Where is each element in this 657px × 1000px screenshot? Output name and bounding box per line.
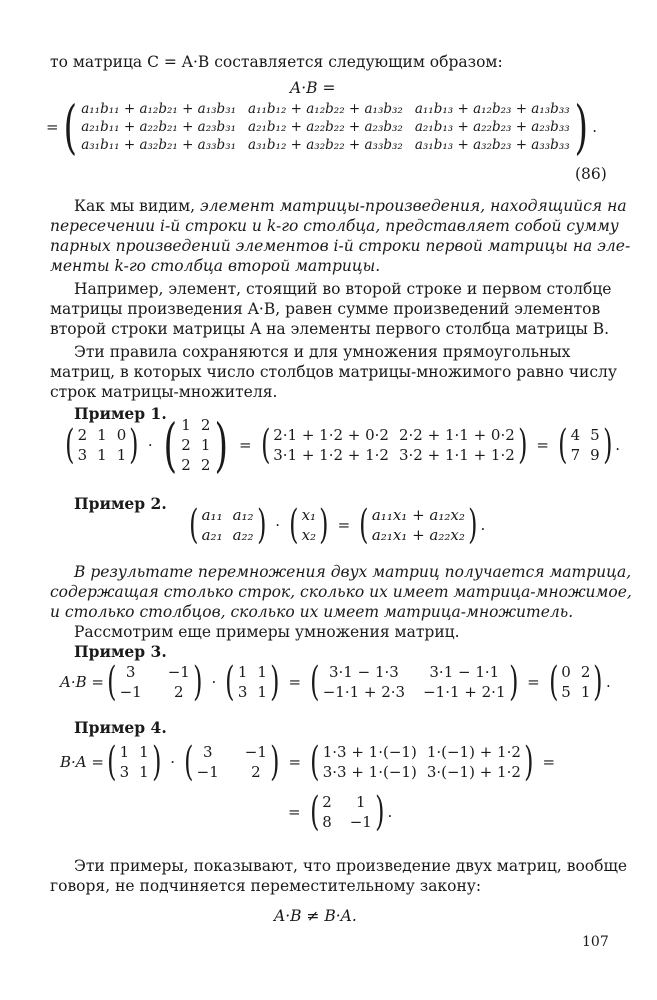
ex4-m2-cell: −1 <box>244 743 267 761</box>
ex3-m2-cell: 1 <box>257 683 267 701</box>
product-matrix-cell: a₂₁b₁₂ + a₂₂b₂₂ + a₂₃b₃₂ <box>248 119 403 135</box>
ex1-m2-cell: 2 <box>200 456 211 474</box>
ex2-m3-cell: a₁₁x₁ + a₁₂x₂ <box>371 506 465 524</box>
ex3-m1-grid <box>120 663 190 701</box>
ex4-m1-grid <box>120 743 149 781</box>
p2-line1: Например, элемент, стоящий во второй строке и первом столбце <box>74 280 612 298</box>
ex2-m3-cell: a₂₁x₁ + a₂₂x₂ <box>371 526 465 544</box>
equation-number: (86) <box>575 165 607 183</box>
ex4-m4-cell: 8 <box>322 813 332 831</box>
p6-line1: Эти примеры, показывают, что произведение двух матриц, вообще <box>74 857 628 875</box>
ex2-m1-cell: a₂₁ <box>201 526 223 544</box>
ex1-m3-cell: 3·1 + 1·2 + 1·2 <box>273 446 389 464</box>
product-matrix-cell: a₁₁b₁₁ + a₁₂b₂₁ + a₁₃b₃₁ <box>81 101 237 117</box>
ex4-m4-cell: 1 <box>356 793 366 811</box>
ex4-m3-cell: 1·(−1) + 1·2 <box>426 743 521 761</box>
ex4-m2-grid <box>197 743 267 781</box>
product-matrix-cell: a₁₁b₁₂ + a₁₂b₂₂ + a₁₃b₃₂ <box>248 101 403 117</box>
ex3-m4-cell: 2 <box>580 663 591 681</box>
ex1-m2-cell: 2 <box>200 416 211 434</box>
ex1-m1-cell: 1 <box>97 426 107 444</box>
ex1-m1-cell: 3 <box>77 446 88 464</box>
ex3-m4-cell: 1 <box>580 683 591 701</box>
ex4-m3-cell: 3·(−1) + 1·2 <box>426 763 521 781</box>
ex4-m1-cell: 1 <box>139 763 149 781</box>
ex3-m4-grid <box>561 663 590 701</box>
example1-label: Пример 1. <box>74 404 167 423</box>
p4-line1: В результате перемножения двух матриц получается матрица, <box>74 563 632 581</box>
ex3-matrix4: ( 0 2 5 1 ) <box>548 659 603 705</box>
p4-line3: и столько столбцов, сколько их имеет матрица-множитель. <box>50 603 574 621</box>
ex4-m1-cell: 1 <box>119 743 130 761</box>
ex2-matrix1: ( a₁₁ a₁₂ a₂₁ a₂₂ ) <box>189 502 267 548</box>
ex3-m3-cell: −1·1 + 2·3 <box>322 683 406 701</box>
ex1-m1-cell: 0 <box>116 426 127 444</box>
ex2-m1-cell: a₁₂ <box>232 506 254 524</box>
p2-line2: матрицы произведения A·B, равен сумме произведений элементов <box>50 300 601 318</box>
ex4-m1-cell: 1 <box>139 743 149 761</box>
ex3-m4-cell: 0 <box>561 663 571 681</box>
product-matrix-cell: a₃₁b₁₁ + a₃₂b₂₁ + a₃₃b₃₁ <box>81 137 237 153</box>
ex3-m3-grid <box>323 663 506 701</box>
product-matrix-cell: a₃₁b₁₃ + a₃₂b₂₃ + a₃₃b₃₃ <box>414 137 570 153</box>
ex1-m1-cell: 1 <box>116 446 127 464</box>
ex3-matrix1: ( 3 −1 −1 2 ) <box>107 659 203 705</box>
ex3-m4-cell: 5 <box>561 683 571 701</box>
ex4-m1-cell: 3 <box>119 763 130 781</box>
ex2-m2-cell: x₂ <box>301 526 317 544</box>
p1-line4: менты k-го столбца второй матрицы. <box>50 257 381 275</box>
ex1-m1-cell: 2 <box>77 426 88 444</box>
ex1-m4-cell: 5 <box>590 426 600 444</box>
ex4-matrix3: ( 1·3 + 1·(−1) 1·(−1) + 1·2 3·3 + 1·(−1) 3·(−1) + 1·2 ) <box>310 739 534 785</box>
ex1-m4-cell: 9 <box>590 446 600 464</box>
ex2-matrix2: ( x₁ x₂ ) <box>289 502 329 548</box>
p3-line2: матриц, в которых число столбцов матрицы-множимого равно числу <box>50 363 617 381</box>
p6-line2: говоря, не подчиняется переместительному закону: <box>50 877 482 895</box>
product-matrix: ( a₁₁b₁₁ + a₁₂b₂₁ + a₁₃b₃₁ a₁₁b₁₂ + a₁₂b₂₂ + a₁₃b₃₂ a₁₁b₁₃ + a₁₂b₂₃ + a₁₃b₃₃ a₂₁b₁₁ + a₂₂b₂₁ + a₂₃b₃₁ a₂₁b₁₂ + a₂₂b₂₂ + a₂₃b₃₂ a₂₁b₁₃ + a₂₂b₂₃ + a₂₃b₃₃ a₃₁b₁₁ + a₃₂b₂₁ + a₃₃b₃₁ a₃₁b₁₂ + a₃₂b₂₂ + a₃₃b₃₂ a₃₁b₁₃ + a₃₂b₂₃ + a₃₃b₃₃ ) <box>63 93 588 161</box>
example3-label: Пример 3. <box>74 642 167 661</box>
p3-line3: строк матрицы-множителя. <box>50 383 278 401</box>
ex3-m1-cell: −1 <box>119 683 142 701</box>
ex3-lhs: A·B = <box>60 673 104 691</box>
product-matrix-cell: a₃₁b₁₂ + a₃₂b₂₂ + a₃₃b₃₂ <box>248 137 403 153</box>
ex1-m2-grid <box>181 416 210 474</box>
ex3-m1-cell: 3 <box>125 663 136 681</box>
ex2-m2-cell: x₁ <box>301 506 317 524</box>
ex2-m1-grid <box>202 506 254 544</box>
ex3-m2-cell: 1 <box>237 663 248 681</box>
p2-line3: второй строки матрицы A на элементы первого столбца матрицы B. <box>50 320 610 338</box>
ex1-matrix3: ( 2·1 + 1·2 + 0·2 2·2 + 1·1 + 0·2 3·1 + 1·2 + 1·2 3·2 + 1·1 + 1·2 ) <box>260 422 528 468</box>
product-matrix-cell: a₂₁b₁₃ + a₂₂b₂₃ + a₂₃b₃₃ <box>414 119 570 135</box>
ex1-matrix2: ( 1 2 2 1 2 2 ) <box>163 411 229 479</box>
ex1-m1-grid <box>78 426 127 464</box>
ex4-m4-grid <box>322 793 372 831</box>
ex4-matrix4: ( 2 1 8 −1 ) <box>309 789 385 835</box>
ex4-m2-cell: 2 <box>251 763 261 781</box>
example2-equation: ( a₁₁ a₁₂ a₂₁ a₂₂ ) · ( x₁ x₂ ) = ( a₁₁x₁ + a₁₂x₂ a₂₁x₁ + a₂₂x₂ ) . <box>186 505 485 545</box>
ex3-m3-cell: 3·1 − 1·3 <box>329 663 399 681</box>
ex2-m2-grid <box>302 506 316 544</box>
p3-line1: Эти правила сохраняются и для умножения прямоугольных <box>74 343 571 361</box>
ab-header: A·B = <box>290 79 336 97</box>
example4-result: = ( 2 1 8 −1 ) . <box>288 789 393 835</box>
p5-text: Рассмотрим еще примеры умножения матриц. <box>74 623 460 641</box>
ex4-m3-cell: 3·3 + 1·(−1) <box>322 763 417 781</box>
example4-label: Пример 4. <box>74 718 167 737</box>
ex4-m4-cell: 2 <box>322 793 332 811</box>
ex1-m3-cell: 3·2 + 1·1 + 1·2 <box>398 446 515 464</box>
product-matrix-cell: a₁₁b₁₃ + a₁₂b₂₃ + a₁₃b₃₃ <box>414 101 570 117</box>
ex4-lhs: B·A = <box>60 753 104 771</box>
p1-line1 <box>74 196 627 216</box>
ex4-m3-cell: 1·3 + 1·(−1) <box>322 743 417 761</box>
ex1-matrix4: ( 4 5 7 9 ) <box>558 422 613 468</box>
ex1-m2-cell: 1 <box>200 436 211 454</box>
ex3-m2-grid <box>238 663 267 701</box>
ex1-m2-cell: 1 <box>181 416 191 434</box>
ex1-m3-cell: 2·1 + 1·2 + 0·2 <box>273 426 389 444</box>
product-matrix-cell: a₂₁b₁₁ + a₂₂b₂₁ + a₂₃b₃₁ <box>81 119 237 135</box>
ex1-m1-cell: 1 <box>97 446 107 464</box>
ex1-m3-cell: 2·2 + 1·1 + 0·2 <box>398 426 515 444</box>
ex1-m4-cell: 7 <box>570 446 581 464</box>
p1-line3: парных произведений элементов i-й строки первой матрицы на эле- <box>50 237 631 255</box>
ex4-m2-cell: 3 <box>202 743 213 761</box>
p1-line2: пересечении i-й строки и k-го столбца, представляет собой сумму <box>50 217 619 235</box>
ex3-matrix3: ( 3·1 − 1·3 3·1 − 1·1 −1·1 + 2·3 −1·1 + 2·1 ) <box>310 659 518 705</box>
ex4-matrix1: ( 1 1 3 1 ) <box>107 739 162 785</box>
ex4-m4-cell: −1 <box>349 813 372 831</box>
ex3-m2-cell: 3 <box>237 683 248 701</box>
ex3-m2-cell: 1 <box>257 663 267 681</box>
ex4-m3-grid <box>323 743 521 781</box>
ex4-matrix2: ( 3 −1 −1 2 ) <box>184 739 280 785</box>
ex3-m3-cell: 3·1 − 1·1 <box>429 663 500 681</box>
ex3-m3-cell: −1·1 + 2·1 <box>423 683 506 701</box>
ex1-m3-grid <box>273 426 515 464</box>
page-number: 107 <box>582 934 609 950</box>
ex1-m2-cell: 2 <box>181 456 191 474</box>
ex2-matrix3: ( a₁₁x₁ + a₁₂x₂ a₂₁x₁ + a₂₂x₂ ) <box>359 502 478 548</box>
p4-line2: содержащая столько строк, сколько их имеет матрица-множимое, <box>50 583 632 601</box>
example1-equation: ( 2 1 0 3 1 1 ) · ( 1 2 2 1 2 2 ) = ( 2·1 + 1·2 + 0·2 2·2 + 1·1 + 0·2 3·1 + 1·2 + 1·2 3·2 + 1·1 + 1·2 ) = ( 4 5 7 9 ) . <box>62 416 620 474</box>
product-formula: = ( a₁₁b₁₁ + a₁₂b₂₁ + a₁₃b₃₁ a₁₁b₁₂ + a₁₂b₂₂ + a₁₃b₃₂ a₁₁b₁₃ + a₁₂b₂₃ + a₁₃b₃₃ a₂₁b₁₁ + a₂₂b₂₁ + a₂₃b₃₁ a₂₁b₁₂ + a₂₂b₂₂ + a₂₃b₃₂ a₂₁b₁₃ + a₂₂b₂₃ + a₂₃b₃₃ a₃₁b₁₁ + a₃₂b₂₁ + a₃₃b₃₁ a₃₁b₁₂ + a₃₂b₂₂ + a₃₃b₃₂ a₃₁b₁₃ + a₃₂b₂₃ + a₃₃b₃₃ ) . <box>46 93 598 161</box>
p1-lead: Как мы видим, <box>74 197 196 215</box>
ex2-m3-grid <box>372 506 465 544</box>
ex1-m4-grid <box>571 426 600 464</box>
ex2-m1-cell: a₂₂ <box>232 526 254 544</box>
ex3-m1-cell: 2 <box>173 683 184 701</box>
ex2-m1-cell: a₁₁ <box>201 506 223 524</box>
example4-equation: B·A = ( 1 1 3 1 ) · ( 3 −1 −1 2 ) = ( 1·3 + 1·(−1) 1·(−1) + 1·2 3·3 + 1·(−1) 3·(−1) + 1·2 ) = <box>60 739 556 785</box>
ex3-m1-cell: −1 <box>167 663 190 681</box>
final-inequality: A·B ≠ B·A. <box>274 907 357 925</box>
ex1-m4-cell: 4 <box>570 426 581 444</box>
ex1-matrix1: ( 2 1 0 3 1 1 ) <box>65 422 139 468</box>
p1-italic1: элемент матрицы-произведения, находящийся на <box>200 197 627 215</box>
product-matrix-cells <box>81 101 569 153</box>
intro-text: то матрица C = A·B составляется следующим образом: <box>50 53 503 71</box>
ex4-m2-cell: −1 <box>196 763 219 781</box>
example2-label: Пример 2. <box>74 494 167 513</box>
ex1-m2-cell: 2 <box>181 436 191 454</box>
ex3-matrix2: ( 1 1 3 1 ) <box>225 659 280 705</box>
example3-equation: A·B = ( 3 −1 −1 2 ) · ( 1 1 3 1 ) = ( 3·1 − 1·3 3·1 − 1·1 −1·1 + 2·3 −1·1 + 2·1 ) = ( 0 2 5 1 ) . <box>60 659 611 705</box>
